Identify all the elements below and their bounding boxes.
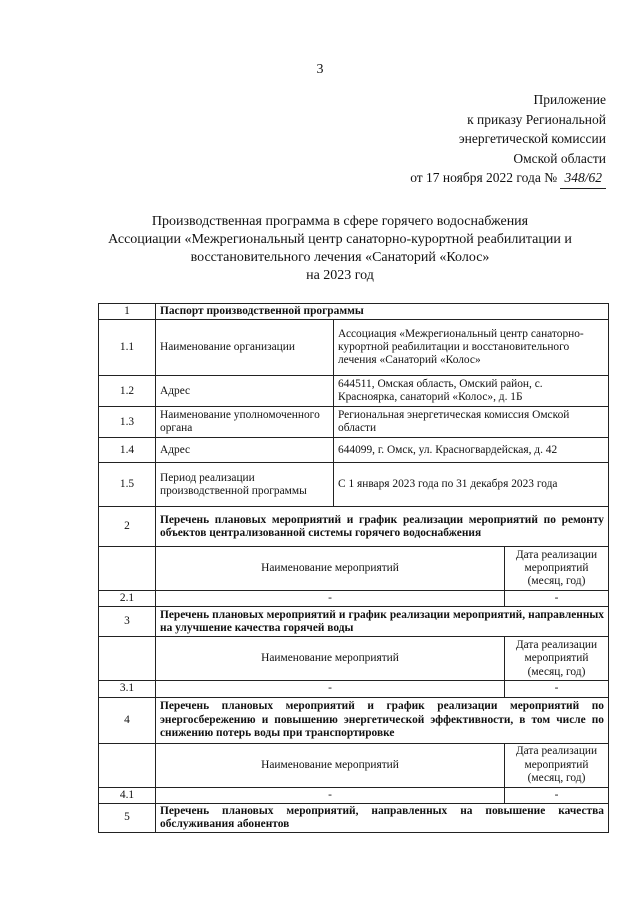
table-row <box>99 376 609 407</box>
col-header-date: Дата реализации мероприятий (месяц, год) <box>505 547 609 591</box>
appendix-line: Приложение <box>533 92 606 107</box>
program-table <box>98 303 609 833</box>
row-number: 1.4 <box>99 438 156 463</box>
order-number: 348/62 <box>560 168 606 189</box>
row-number: 3.1 <box>99 681 156 697</box>
row-label: Наименование организации <box>156 320 334 376</box>
section-title: Перечень плановых мероприятий и график реализации мероприятий по ремонту объектов централизованной системы горячего водоснабжения <box>156 507 609 547</box>
row-value: Ассоциация «Межрегиональный центр санаторно-курортной реабилитации и восстановительного лечения «Санаторий «Колос» <box>334 320 609 376</box>
row-label: Адрес <box>156 438 334 463</box>
section-title: Перечень плановых мероприятий и график реализации мероприятий, направленных на улучшение качества горячей воды <box>156 607 609 637</box>
row-number: 4.1 <box>99 787 156 803</box>
col-header-date: Дата реализации мероприятий (месяц, год) <box>505 637 609 681</box>
title-line: восстановительного лечения «Санаторий «Колос» <box>190 250 490 265</box>
row-value: 644511, Омская область, Омский район, с. Красноярка, санаторий «Колос», д. 1Б <box>334 376 609 407</box>
table-row <box>99 547 609 591</box>
row-label: Адрес <box>156 376 334 407</box>
col-header-name: Наименование мероприятий <box>156 743 505 787</box>
section-title: Перечень плановых мероприятий и график реализации мероприятий по энергосбережению и повышению энергетической эффективности, в том числе по снижению потерь воды при транспортировке <box>156 697 609 743</box>
table-row <box>99 438 609 463</box>
order-line <box>410 168 606 189</box>
appendix-block <box>410 90 606 189</box>
table-row <box>99 697 609 743</box>
table-row <box>99 681 609 697</box>
row-number: 1.1 <box>99 320 156 376</box>
table-row <box>99 507 609 547</box>
row-value: - <box>505 591 609 607</box>
table-row <box>99 607 609 637</box>
col-header-name: Наименование мероприятий <box>156 637 505 681</box>
row-number: 2.1 <box>99 591 156 607</box>
row-value: - <box>505 681 609 697</box>
row-number: 2 <box>99 507 156 547</box>
row-value: - <box>156 681 505 697</box>
row-value: - <box>156 787 505 803</box>
row-value: 644099, г. Омск, ул. Красногвардейская, д. 42 <box>334 438 609 463</box>
row-value: Региональная энергетическая комиссия Омской области <box>334 407 609 438</box>
row-value: С 1 января 2023 года по 31 декабря 2023 года <box>334 463 609 507</box>
section-title: Паспорт производственной программы <box>156 304 609 320</box>
row-number: 1.3 <box>99 407 156 438</box>
row-number: 4 <box>99 697 156 743</box>
appendix-line: Омской области <box>513 150 606 166</box>
title-line: Производственная программа в сфере горячего водоснабжения <box>151 214 529 229</box>
col-header-date: Дата реализации мероприятий (месяц, год) <box>505 743 609 787</box>
order-date: от 17 ноября 2022 года № <box>410 170 558 185</box>
row-value: - <box>156 591 505 607</box>
row-number: 3 <box>99 607 156 637</box>
page-number: 3 <box>316 62 324 77</box>
document-title <box>60 213 620 285</box>
row-number: 1.5 <box>99 463 156 507</box>
table-row <box>99 743 609 787</box>
row-label: Период реализации производственной программы <box>156 463 334 507</box>
row-label: Наименование уполномоченного органа <box>156 407 334 438</box>
table-row <box>99 803 609 832</box>
row-number: 1 <box>99 304 156 320</box>
col-header-name: Наименование мероприятий <box>156 547 505 591</box>
table-row <box>99 407 609 438</box>
row-number: 1.2 <box>99 376 156 407</box>
table-row <box>99 304 609 320</box>
title-line: Ассоциации «Межрегиональный центр санаторно-курортной реабилитации и <box>108 232 572 247</box>
row-value: - <box>505 787 609 803</box>
section-title: Перечень плановых мероприятий, направленных на повышение качества обслуживания абонентов <box>156 803 609 832</box>
appendix-line: энергетической комиссии <box>458 131 606 146</box>
table-row <box>99 787 609 803</box>
table-row <box>99 637 609 681</box>
appendix-line: к приказу Региональной <box>467 111 606 127</box>
title-line: на 2023 год <box>306 268 374 283</box>
table-row <box>99 463 609 507</box>
table-row <box>99 591 609 607</box>
table-row <box>99 320 609 376</box>
row-number: 5 <box>99 803 156 832</box>
